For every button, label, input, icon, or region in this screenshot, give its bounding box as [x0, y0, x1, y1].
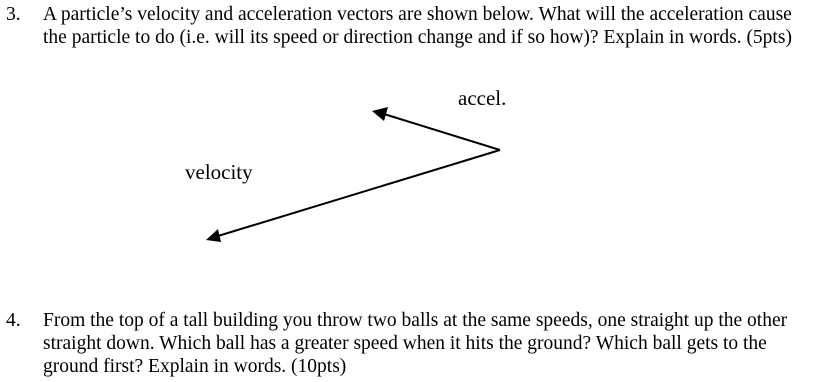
problem-3-number: 3.: [6, 4, 21, 25]
problem-4-line-3: ground first? Explain in words. (10pts): [43, 356, 347, 377]
problem-3-line-1: A particle’s velocity and acceleration vectors are shown below. What will the acceleration cause: [43, 4, 792, 25]
acceleration-vector: [372, 107, 500, 150]
velocity-arrowhead: [206, 229, 221, 242]
acceleration-arrowhead: [372, 107, 388, 121]
problem-4-line-1: From the top of a tall building you throw two balls at the same speeds, one straight up the other: [43, 310, 788, 331]
accel-label: accel.: [458, 86, 507, 110]
problem-4-text: [43, 309, 787, 378]
problem-3-line-2: the particle to do (i.e. will its speed or direction change and if so how)? Explain in words. (5pts): [43, 27, 792, 48]
problem-4-number: 4.: [6, 310, 21, 331]
acceleration-vector-shaft: [384, 114, 500, 150]
problem-4-line-2: straight down. Which ball has a greater speed when it hits the ground? Which ball gets to the: [43, 333, 767, 354]
velocity-vector-shaft: [218, 150, 500, 236]
velocity-label: velocity: [185, 160, 253, 184]
problem-4: [6, 309, 836, 381]
